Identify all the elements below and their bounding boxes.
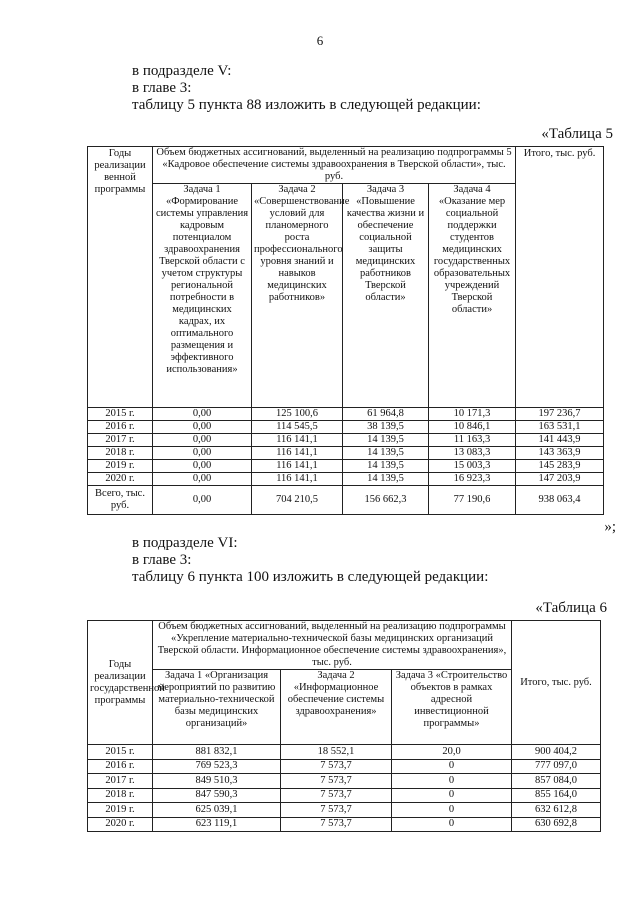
value-cell: 881 832,1: [153, 745, 281, 760]
value-cell: 77 190,6: [429, 486, 516, 515]
value-cell: 14 139,5: [343, 434, 429, 447]
value-cell: 0,00: [153, 408, 252, 421]
value-cell: 0: [392, 788, 512, 803]
total-label-cell: Всего, тыс. руб.: [88, 486, 153, 515]
value-cell: 116 141,1: [252, 460, 343, 473]
table6-task1-header: Задача 1 «Организация мероприятий по развитию материально-технической базы медицинских организаций»: [153, 670, 281, 745]
value-cell: 20,0: [392, 745, 512, 760]
value-cell: 116 141,1: [252, 447, 343, 460]
table6-task2-header: Задача 2 «Информационное обеспечение системы здравоохранения»: [281, 670, 392, 745]
value-cell: 116 141,1: [252, 434, 343, 447]
year-cell: 2015 г.: [88, 408, 153, 421]
total-cell: 857 084,0: [512, 774, 601, 789]
value-cell: 114 545,5: [252, 421, 343, 434]
table-row: [88, 473, 604, 486]
total-cell: 900 404,2: [512, 745, 601, 760]
total-cell: 855 164,0: [512, 788, 601, 803]
value-cell: 16 923,3: [429, 473, 516, 486]
table5-task2-header: Задача 2 «Совершенствование условий для планомерного роста профессионального уровня знаний и навыков медицинских работников»: [252, 184, 343, 408]
total-cell: 141 443,9: [516, 434, 604, 447]
value-cell: 0: [392, 774, 512, 789]
table-row: [88, 460, 604, 473]
value-cell: 14 139,5: [343, 460, 429, 473]
year-cell: 2016 г.: [88, 421, 153, 434]
total-cell: 143 363,9: [516, 447, 604, 460]
table-total-row: [88, 486, 604, 515]
table-row: [88, 788, 601, 803]
year-cell: 2019 г.: [88, 803, 153, 818]
value-cell: 0: [392, 759, 512, 774]
page-number: 6: [316, 33, 324, 48]
value-cell: 7 573,7: [281, 774, 392, 789]
value-cell: 7 573,7: [281, 759, 392, 774]
value-cell: 38 139,5: [343, 421, 429, 434]
table6-task3-header: Задача 3 «Строительство объектов в рамках адресной инвестиционной программы»: [392, 670, 512, 745]
table6-year-header: Годы реализации государственной программы: [88, 621, 153, 745]
table6-volume-header: Объем бюджетных ассигнований, выделенный на реализацию подпрограммы «Укрепление материально-технической базы медицинских организаций Тверской области. Информационное обеспечение системы здравоохранения», тыс. руб.: [153, 621, 512, 670]
table-row: [88, 817, 601, 832]
value-cell: 0: [392, 803, 512, 818]
total-cell: 938 063,4: [516, 486, 604, 515]
value-cell: 156 662,3: [343, 486, 429, 515]
table6-total-header: Итого, тыс. руб.: [512, 621, 601, 745]
value-cell: 11 163,3: [429, 434, 516, 447]
section2-line1: в подразделе VI:: [132, 535, 238, 551]
value-cell: 10 846,1: [429, 421, 516, 434]
value-cell: 14 139,5: [343, 447, 429, 460]
total-cell: 630 692,8: [512, 817, 601, 832]
year-cell: 2020 г.: [88, 473, 153, 486]
value-cell: 0,00: [153, 447, 252, 460]
value-cell: 0,00: [153, 473, 252, 486]
value-cell: 116 141,1: [252, 473, 343, 486]
table5-task3-header: Задача 3 «Повышение качества жизни и обеспечение социальной защиты медицинских работников Тверской области»: [343, 184, 429, 408]
value-cell: 13 083,3: [429, 447, 516, 460]
value-cell: 10 171,3: [429, 408, 516, 421]
value-cell: 623 119,1: [153, 817, 281, 832]
table6: [87, 620, 601, 832]
value-cell: 704 210,5: [252, 486, 343, 515]
value-cell: 7 573,7: [281, 788, 392, 803]
table5-task1-header: Задача 1 «Формирование системы управления кадровым потенциалом здравоохранения Тверской области с учетом структуры региональной потребности в медицинских кадрах, их оптимального размещения и эффективного использования»: [153, 184, 252, 408]
table6-caption: «Таблица 6: [535, 600, 607, 616]
value-cell: 61 964,8: [343, 408, 429, 421]
value-cell: 125 100,6: [252, 408, 343, 421]
year-cell: 2020 г.: [88, 817, 153, 832]
total-cell: 632 612,8: [512, 803, 601, 818]
year-cell: 2017 г.: [88, 774, 153, 789]
total-cell: 163 531,1: [516, 421, 604, 434]
table5-task4-header: Задача 4 «Оказание мер социальной поддержки студентов медицинских государственных образовательных учреждений Тверской области»: [429, 184, 516, 408]
value-cell: 625 039,1: [153, 803, 281, 818]
table5-total-header: Итого, тыс. руб.: [516, 147, 604, 408]
value-cell: 769 523,3: [153, 759, 281, 774]
table5-year-header: Годы реализации венной программы: [88, 147, 153, 408]
year-cell: 2018 г.: [88, 788, 153, 803]
value-cell: 0,00: [153, 434, 252, 447]
value-cell: 15 003,3: [429, 460, 516, 473]
value-cell: 0,00: [153, 486, 252, 515]
value-cell: 0,00: [153, 421, 252, 434]
section1-line1: в подразделе V:: [132, 63, 232, 79]
year-cell: 2017 г.: [88, 434, 153, 447]
table5-closing: »;: [604, 519, 616, 535]
value-cell: 849 510,3: [153, 774, 281, 789]
table-row: [88, 408, 604, 421]
total-cell: 777 097,0: [512, 759, 601, 774]
value-cell: 847 590,3: [153, 788, 281, 803]
section1-line2: в главе 3:: [132, 80, 192, 96]
table-row: [88, 434, 604, 447]
section2-line2: в главе 3:: [132, 552, 192, 568]
year-cell: 2019 г.: [88, 460, 153, 473]
value-cell: 14 139,5: [343, 473, 429, 486]
table5-caption: «Таблица 5: [541, 126, 613, 142]
year-cell: 2018 г.: [88, 447, 153, 460]
value-cell: 7 573,7: [281, 803, 392, 818]
table-row: [88, 447, 604, 460]
value-cell: 7 573,7: [281, 817, 392, 832]
section1-line3: таблицу 5 пункта 88 изложить в следующей редакции:: [132, 97, 481, 113]
table-row: [88, 803, 601, 818]
value-cell: 0,00: [153, 460, 252, 473]
table-row: [88, 421, 604, 434]
table5: [87, 146, 604, 515]
table-row: [88, 774, 601, 789]
table5-volume-header: Объем бюджетных ассигнований, выделенный на реализацию подпрограммы 5 «Кадровое обеспечение системы здравоохранения в Тверской области», тыс. руб.: [153, 147, 516, 184]
table-row: [88, 745, 601, 760]
total-cell: 147 203,9: [516, 473, 604, 486]
value-cell: 0: [392, 817, 512, 832]
total-cell: 145 283,9: [516, 460, 604, 473]
table-row: [88, 759, 601, 774]
year-cell: 2015 г.: [88, 745, 153, 760]
year-cell: 2016 г.: [88, 759, 153, 774]
section2-line3: таблицу 6 пункта 100 изложить в следующей редакции:: [132, 569, 489, 585]
value-cell: 18 552,1: [281, 745, 392, 760]
total-cell: 197 236,7: [516, 408, 604, 421]
